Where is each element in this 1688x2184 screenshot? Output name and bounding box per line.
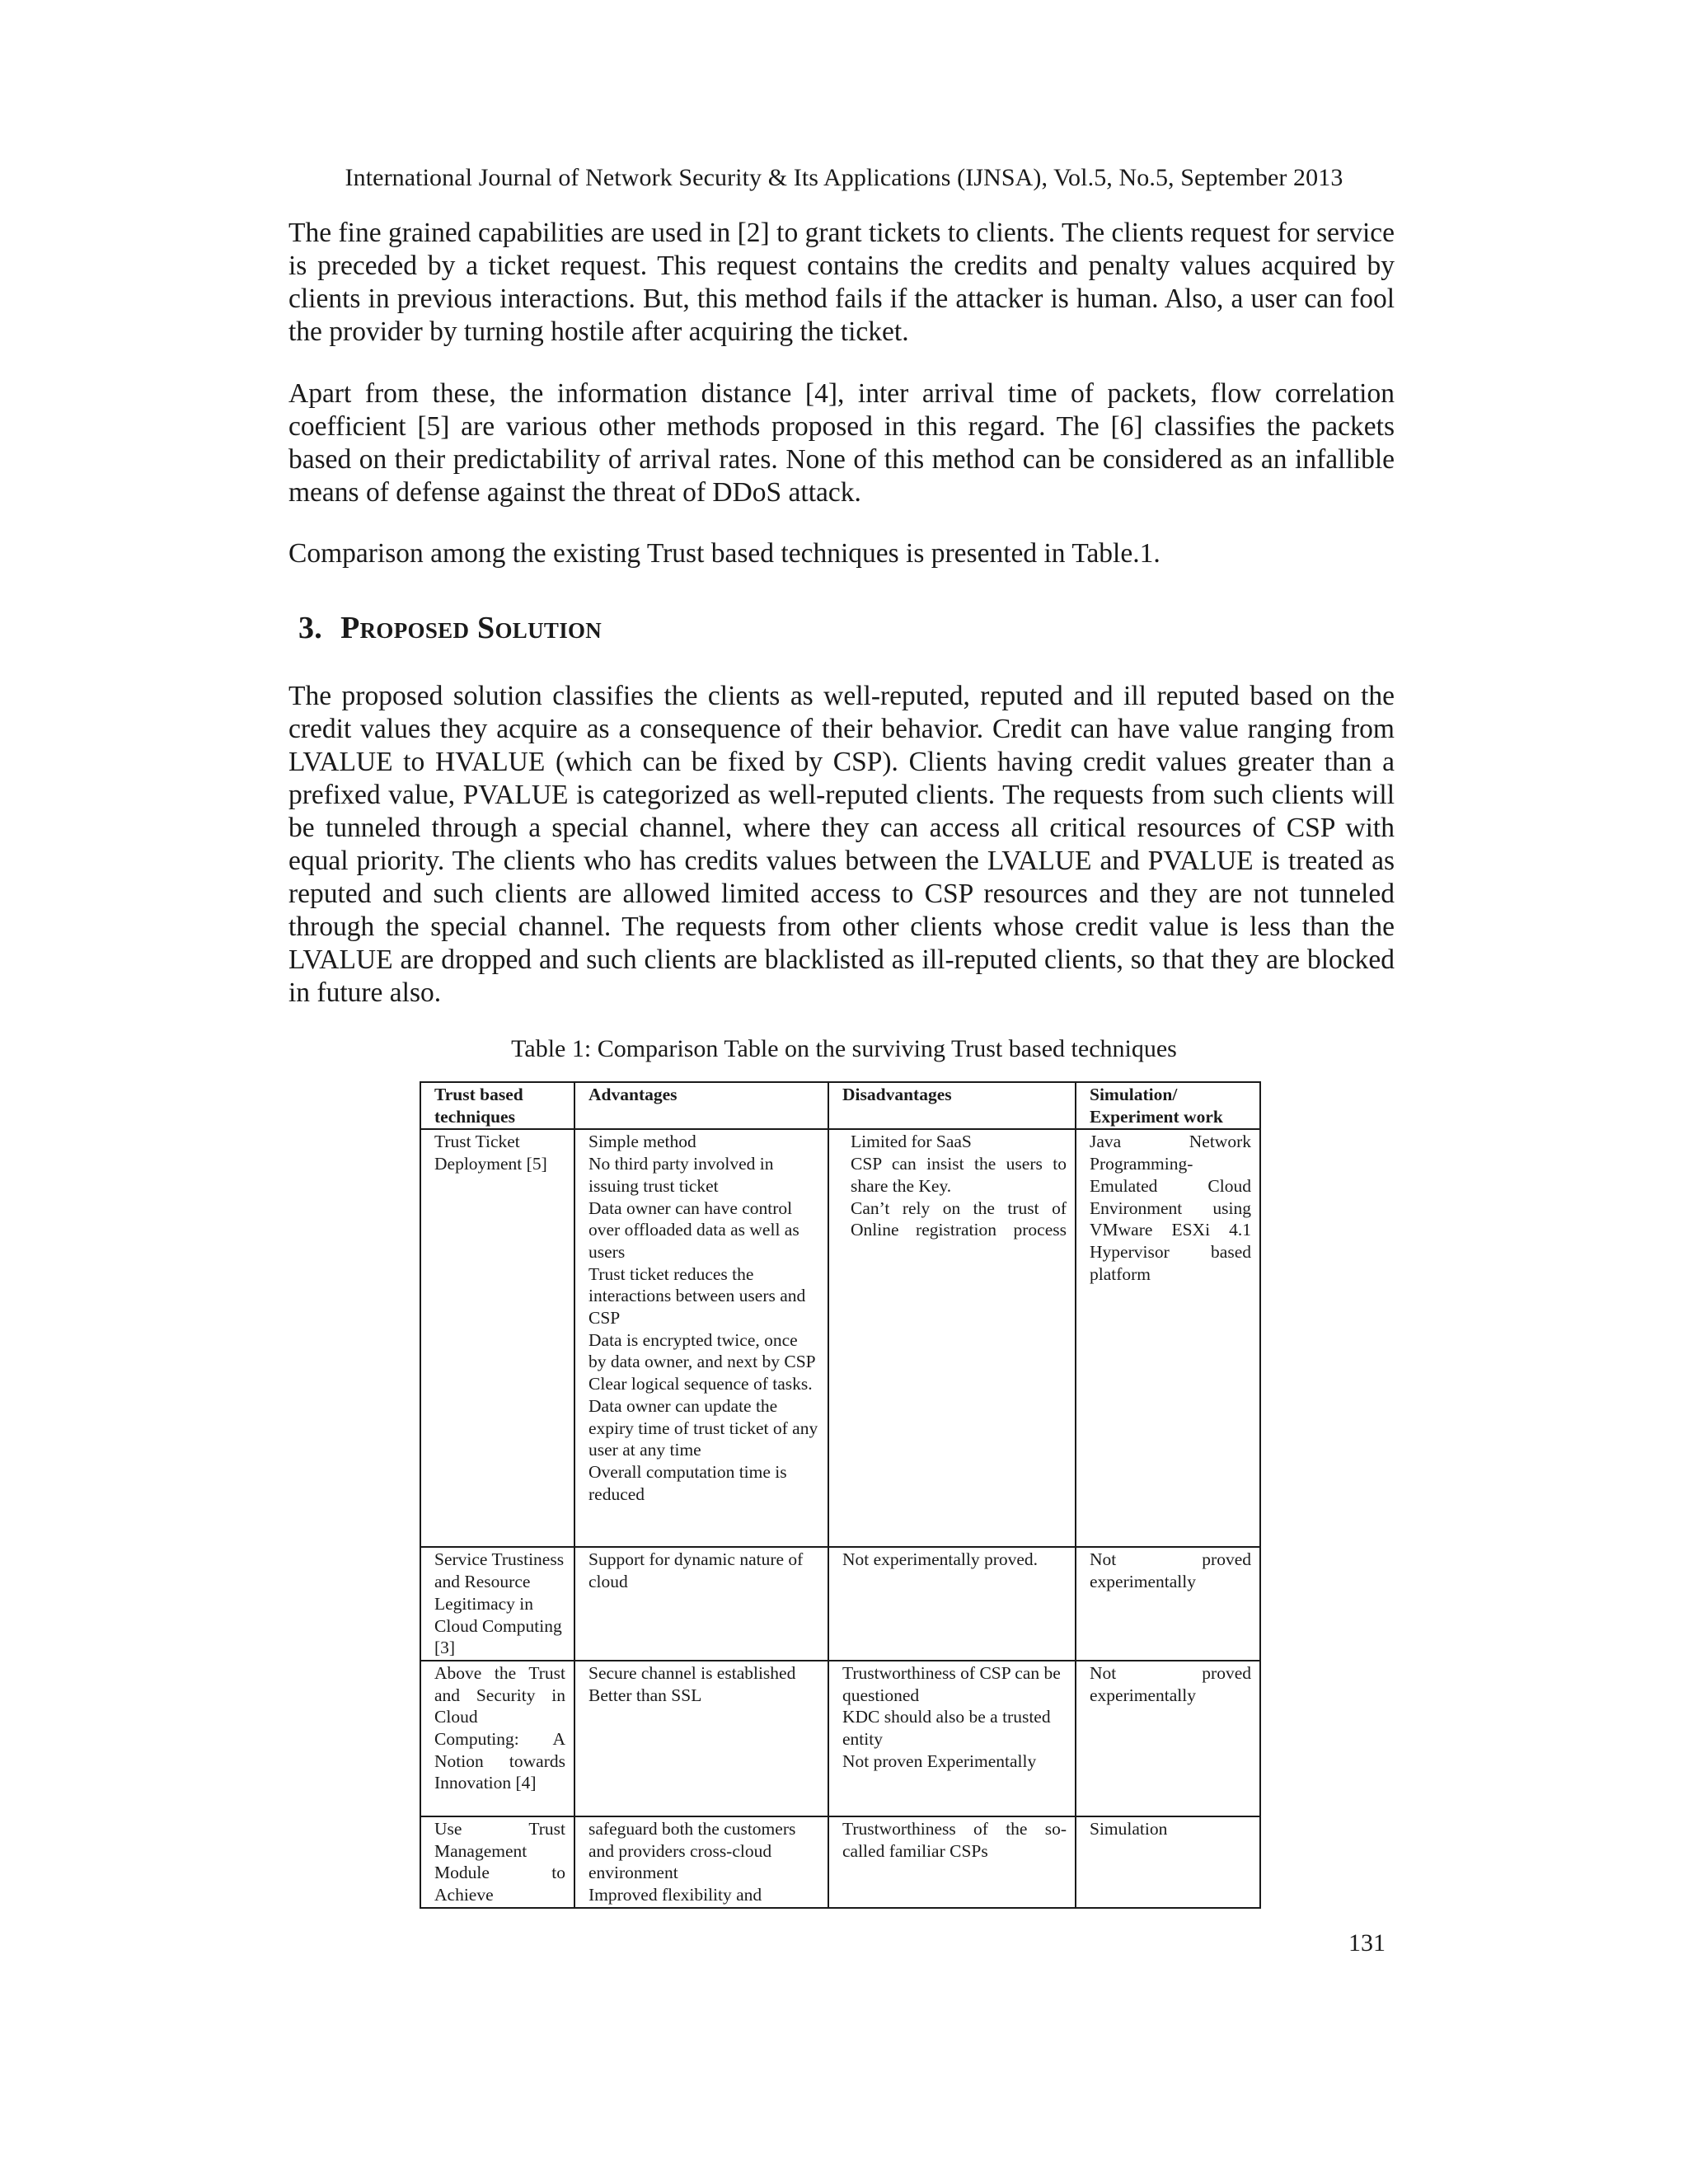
advantage-item: Overall computation time is reduced bbox=[588, 1461, 787, 1504]
cell-simulation: Java Network Programming-Emulated Cloud Environment using VMware ESXi 4.1 Hypervisor based platform bbox=[1076, 1129, 1260, 1547]
advantage-item: Better than SSL bbox=[588, 1685, 702, 1705]
section-heading bbox=[298, 607, 602, 649]
cell-technique: Use Trust Management Module to Achieve bbox=[420, 1816, 574, 1908]
disadvantage-item: KDC should also be a trusted entity bbox=[842, 1707, 1051, 1750]
cell-simulation: Not proved experimentally bbox=[1076, 1661, 1260, 1816]
advantage-item: Improved flexibility and bbox=[588, 1885, 762, 1905]
cell-technique: Trust Ticket Deployment [5] bbox=[420, 1129, 574, 1547]
cell-advantages bbox=[574, 1816, 828, 1908]
page-number: 131 bbox=[1348, 1929, 1386, 1957]
advantage-item: Data owner can update the expiry time of trust ticket of any user at any time bbox=[588, 1395, 818, 1460]
comparison-table bbox=[420, 1081, 1261, 1909]
table-header-row bbox=[420, 1082, 1260, 1129]
table-row bbox=[420, 1129, 1260, 1547]
header-techniques: Trust based techniques bbox=[420, 1082, 574, 1129]
table-row bbox=[420, 1547, 1260, 1661]
table-caption: Table 1: Comparison Table on the surviving Trust based techniques bbox=[511, 1035, 1177, 1062]
cell-disadvantages bbox=[828, 1816, 1076, 1908]
header-simulation: Simulation/ Experiment work bbox=[1076, 1082, 1260, 1129]
disadvantage-item: Not proven Experimentally bbox=[842, 1750, 1037, 1771]
advantage-item: safeguard both the customers and providers cross-cloud environment bbox=[588, 1818, 796, 1883]
cell-simulation: Not proved experimentally bbox=[1076, 1547, 1260, 1661]
advantage-item: Data owner can have control over offloaded data as well as users bbox=[588, 1197, 799, 1262]
paragraph-fine-grained: The fine grained capabilities are used in [2] to grant tickets to clients. The clients request for service is preceded by a ticket request. This request contains the credits and penalty values acquired by clients in previous interactions. But, this method fails if the attacker is human. Also, a user can fool the provider by turning hostile after acquiring the ticket. bbox=[288, 218, 1395, 347]
header-advantages: Advantages bbox=[574, 1082, 828, 1129]
advantage-item: Data is encrypted twice, once by data owner, and next by CSP bbox=[588, 1329, 816, 1372]
disadvantage-item: Can’t rely on the trust of Online registration process bbox=[851, 1197, 1067, 1240]
cell-disadvantages bbox=[828, 1547, 1076, 1661]
disadvantage-item: Not experimentally proved. bbox=[842, 1549, 1039, 1570]
cell-technique: Above the Trust and Security in Cloud Computing: A Notion towards Innovation [4] bbox=[420, 1661, 574, 1816]
disadvantage-item: Limited for SaaS bbox=[851, 1132, 972, 1152]
advantage-item: Clear logical sequence of tasks. bbox=[588, 1374, 813, 1394]
paragraph-proposed-solution: The proposed solution classifies the clients as well-reputed, reputed and ill reputed based on the credit values they acquire as a consequence of their behavior. Credit can have value ranging from LVALUE to HVALUE (which can be fixed by CSP). Clients having credit values greater than a prefixed value, PVALUE is categorized as well-reputed clients. The requests from such clients will be tunneled through a special channel, where they can access all critical resources of CSP with equal priority. The clients who has credits values between the LVALUE and PVALUE is treated as reputed and such clients are allowed limited access to CSP resources and they are not tunneled through the special channel. The requests from other clients whose credit value is less than the LVALUE are dropped and such clients are blacklisted as ill-reputed clients, so that they are blocked in future also. bbox=[288, 681, 1395, 1008]
cell-disadvantages bbox=[828, 1129, 1076, 1547]
header-disadvantages: Disadvantages bbox=[828, 1082, 1076, 1129]
paragraph-other-methods: Apart from these, the information distance [4], inter arrival time of packets, flow correlation coefficient [5] are various other methods proposed in this regard. The [6] classifies the packets based on their predictability of arrival rates. None of this method can be considered as an infallible means of defense against the threat of DDoS attack. bbox=[288, 378, 1395, 508]
section-number: 3. bbox=[298, 611, 323, 645]
advantage-item: Simple method bbox=[588, 1132, 696, 1152]
cell-advantages bbox=[574, 1661, 828, 1816]
cell-disadvantages bbox=[828, 1661, 1076, 1816]
cell-technique: Service Trustiness and Resource Legitimacy in Cloud Computing [3] bbox=[420, 1547, 574, 1661]
cell-advantages bbox=[574, 1129, 828, 1547]
table-row bbox=[420, 1816, 1260, 1908]
table-row bbox=[420, 1661, 1260, 1816]
advantage-item: Trust ticket reduces the interactions between users and CSP bbox=[588, 1263, 806, 1329]
cell-advantages bbox=[574, 1547, 828, 1661]
disadvantage-item: Trustworthiness of CSP can be questioned bbox=[842, 1662, 1061, 1705]
disadvantage-item: CSP can insist the users to share the Key. bbox=[851, 1154, 1067, 1196]
advantage-item: No third party involved in issuing trust ticket bbox=[588, 1154, 774, 1196]
advantage-item: Support for dynamic nature of cloud bbox=[588, 1549, 804, 1592]
advantage-item: Secure channel is established bbox=[588, 1662, 796, 1683]
paragraph-comparison-intro: Comparison among the existing Trust based techniques is presented in Table.1. bbox=[288, 538, 1160, 569]
running-header: International Journal of Network Security & Its Applications (IJNSA), Vol.5, No.5, September 2013 bbox=[345, 164, 1343, 191]
disadvantage-item: Trustworthiness of the so-called familiar CSPs bbox=[842, 1818, 1067, 1861]
cell-simulation: Simulation bbox=[1076, 1816, 1260, 1908]
section-title: Proposed Solution bbox=[340, 611, 603, 645]
